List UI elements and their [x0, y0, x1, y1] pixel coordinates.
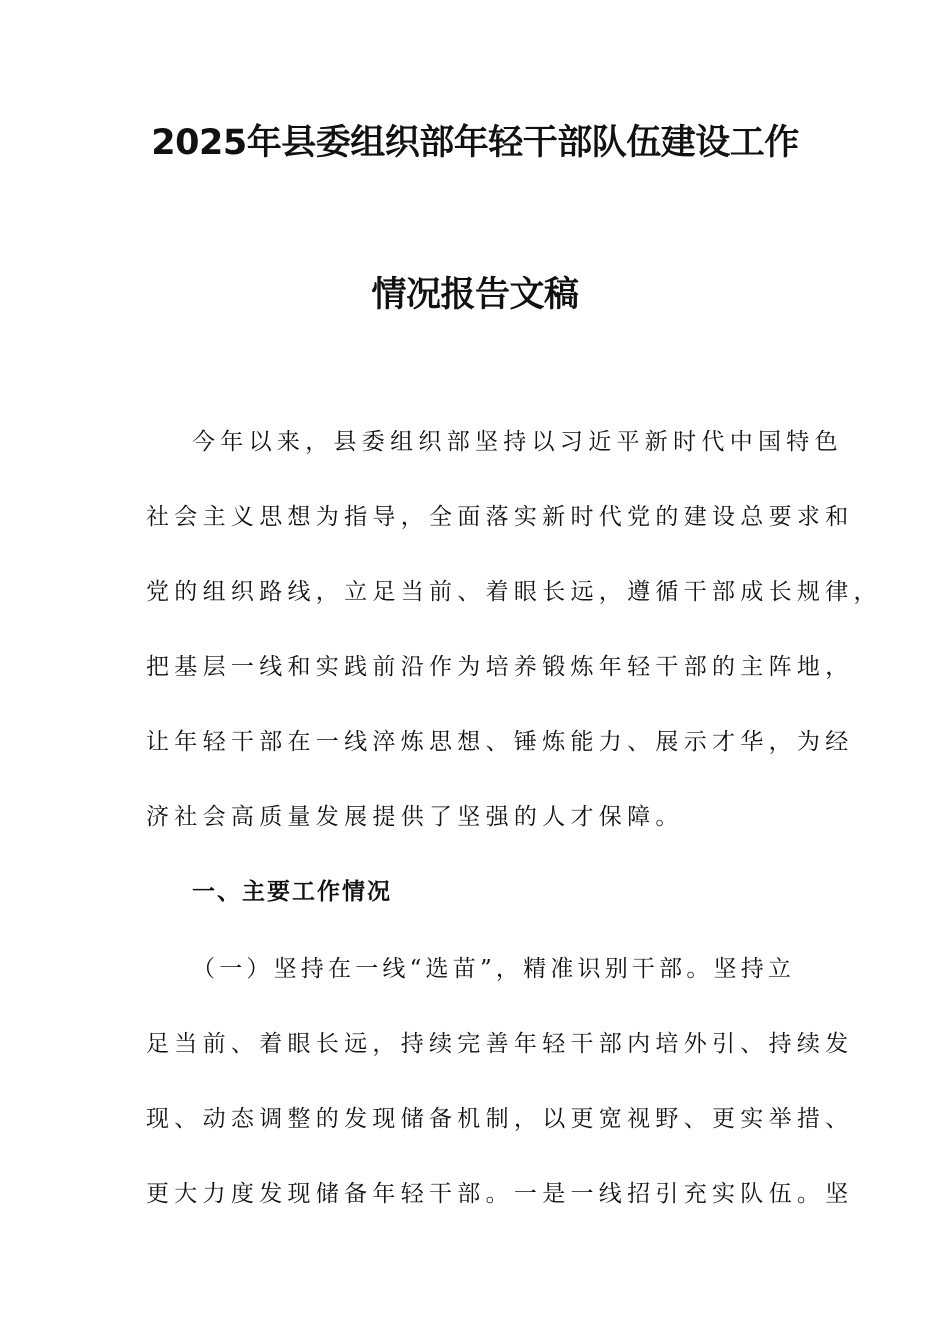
section-paragraph-line: 更大力度发现储备年轻干部。一是一线招引充实队伍。坚 [146, 1181, 854, 1207]
intro-paragraph-line: 党的组织路线，立足当前、着眼长远，遵循干部成长规律， [146, 579, 882, 605]
intro-paragraph-line: 今年以来，县委组织部坚持以习近平新时代中国特色 [192, 429, 843, 455]
document-title-line-1: 2025年县委组织部年轻干部队伍建设工作 [151, 123, 799, 163]
intro-paragraph-line: 济社会高质量发展提供了坚强的人才保障。 [146, 804, 684, 830]
section-paragraph-line: （一）坚持在一线“选苗”，精准识别干部。坚持立 [192, 956, 796, 982]
intro-paragraph-line: 把基层一线和实践前沿作为培养锻炼年轻干部的主阵地， [146, 654, 854, 680]
section-heading: 一、主要工作情况 [192, 879, 392, 905]
intro-paragraph-line: 让年轻干部在一线淬炼思想、锤炼能力、展示才华，为经 [146, 729, 854, 755]
document-title-line-2: 情况报告文稿 [371, 275, 579, 315]
section-paragraph-line: 足当前、着眼长远，持续完善年轻干部内培外引、持续发 [146, 1031, 854, 1057]
intro-paragraph-line: 社会主义思想为指导，全面落实新时代党的建设总要求和 [146, 504, 854, 530]
section-paragraph-line: 现、动态调整的发现储备机制，以更宽视野、更实举措、 [146, 1106, 854, 1132]
